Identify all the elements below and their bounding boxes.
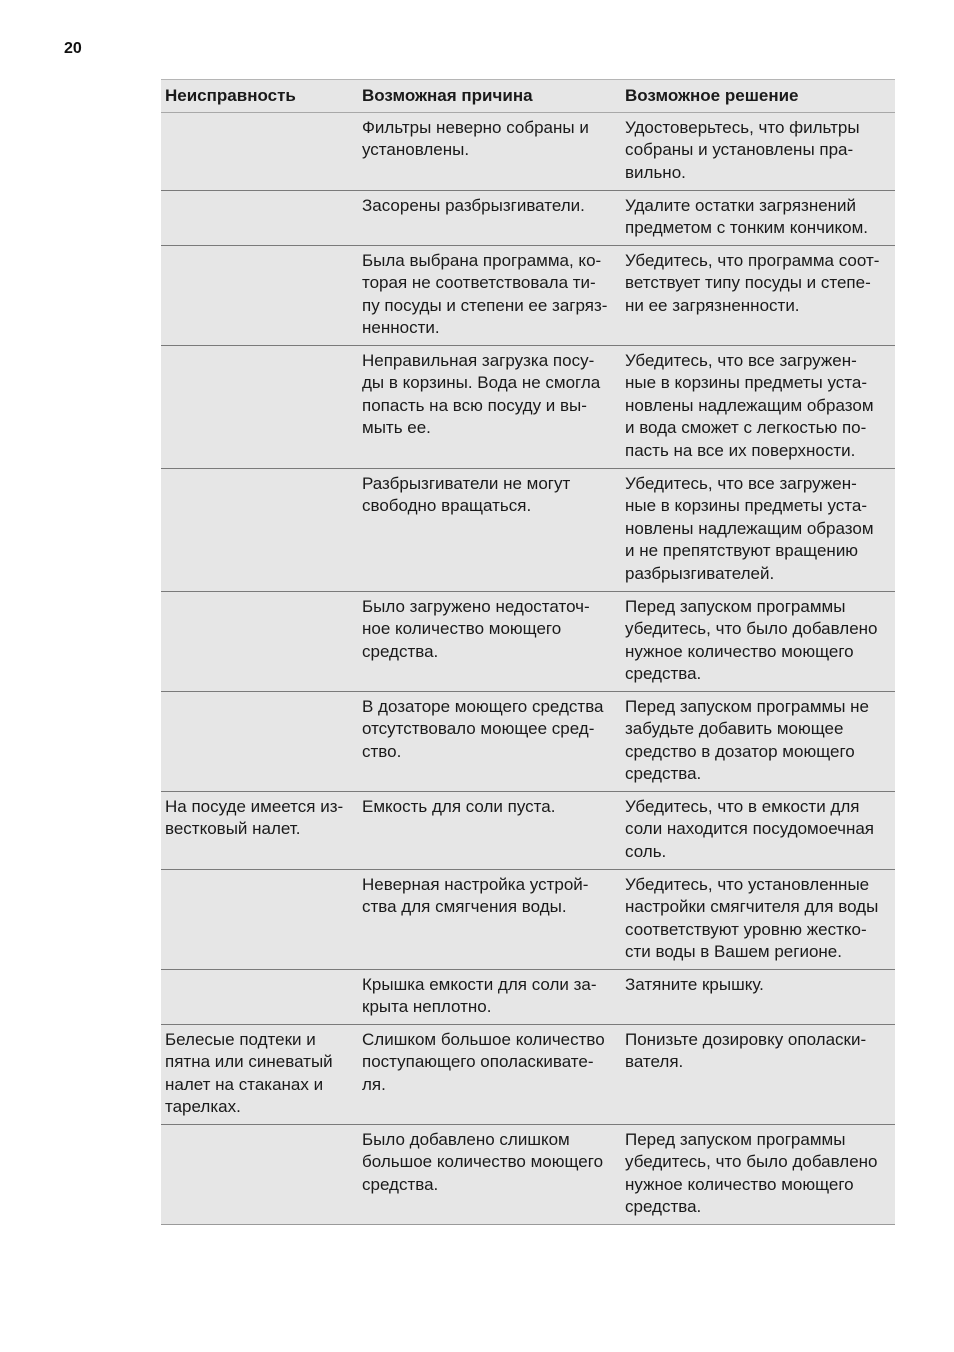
solution-cell: Удостоверьтесь, что фильтры собраны и установлены пра- вильно. — [625, 117, 860, 182]
problem-cell: На посуде имеется из- вестковый налет. — [165, 796, 344, 839]
cause-cell: Слишком большое количество поступающего ополаскивате- ля. — [362, 1029, 605, 1094]
problem-cell — [161, 870, 359, 969]
table-body — [161, 113, 895, 1225]
solution-cell: Перед запуском программы не забудьте добавить моющее средство в дозатор моющего средства. — [625, 696, 869, 784]
problem-cell — [161, 592, 359, 691]
solution-cell: Затяните крышку. — [625, 974, 764, 994]
header-solution: Возможное решение — [625, 86, 799, 105]
cause-cell: Фильтры неверно собраны и установлены. — [362, 117, 589, 160]
solution-cell: Убедитесь, что установленные настройки смягчителя для воды соответствуют уровню жестко- сти воды в Вашем регионе. — [625, 874, 879, 962]
table-row — [161, 469, 895, 592]
table-row — [161, 1025, 895, 1125]
solution-cell: Убедитесь, что программа соот- ветствует типу посуды и степе- ни ее загрязненности. — [625, 250, 880, 315]
table-row — [161, 246, 895, 346]
solution-cell: Убедитесь, что в емкости для соли находится посудомоечная соль. — [625, 796, 874, 861]
header-cause: Возможная причина — [362, 86, 533, 105]
solution-cell: Убедитесь, что все загружен- ные в корзины предметы уста- новлены надлежащим образом и вода сможет с легкостью по- пасть на все их поверхности. — [625, 350, 874, 460]
table-row — [161, 592, 895, 692]
troubleshooting-table — [161, 79, 895, 1225]
table-row — [161, 792, 895, 870]
problem-cell: Белесые подтеки и пятна или синеватый налет на стаканах и тарелках. — [165, 1029, 333, 1117]
cause-cell: В дозаторе моющего средства отсутствовало моющее сред- ство. — [362, 696, 604, 761]
cause-cell: Была выбрана программа, ко- торая не соответствовала ти- пу посуды и степени ее загряз- ненности. — [362, 250, 608, 338]
table-row — [161, 346, 895, 469]
problem-cell — [161, 692, 359, 791]
cause-cell: Было добавлено слишком большое количество моющего средства. — [362, 1129, 604, 1194]
table-row — [161, 191, 895, 246]
cause-cell: Емкость для соли пуста. — [362, 796, 556, 816]
solution-cell: Перед запуском программы убедитесь, что было добавлено нужное количество моющего средства. — [625, 1129, 878, 1217]
problem-cell — [161, 970, 359, 1024]
cause-cell: Было загружено недостаточ- ное количество моющего средства. — [362, 596, 590, 661]
cause-cell: Неверная настройка устрой- ства для смягчения воды. — [362, 874, 589, 917]
problem-cell — [161, 469, 359, 591]
header-problem: Неисправность — [165, 86, 296, 105]
solution-cell: Понизьте дозировку ополаски- вателя. — [625, 1029, 867, 1072]
table-row — [161, 970, 895, 1025]
solution-cell: Убедитесь, что все загружен- ные в корзины предметы уста- новлены надлежащим образом и не препятствуют вращению разбрызгивателей. — [625, 473, 874, 583]
problem-cell — [161, 113, 359, 190]
table-row — [161, 1125, 895, 1225]
problem-cell — [161, 191, 359, 245]
problem-cell — [161, 346, 359, 468]
solution-cell: Удалите остатки загрязнений предметом с тонким кончиком. — [625, 195, 869, 238]
cause-cell: Крышка емкости для соли за- крыта неплотно. — [362, 974, 597, 1017]
page-number: 20 — [64, 40, 82, 57]
problem-cell — [161, 1125, 359, 1224]
solution-cell: Перед запуском программы убедитесь, что было добавлено нужное количество моющего средства. — [625, 596, 878, 684]
table-row — [161, 692, 895, 792]
table-header — [161, 80, 895, 113]
cause-cell: Засорены разбрызгиватели. — [362, 195, 585, 215]
problem-cell — [161, 246, 359, 345]
table-row — [161, 870, 895, 970]
cause-cell: Разбрызгиватели не могут свободно вращаться. — [362, 473, 571, 516]
table-row — [161, 113, 895, 191]
cause-cell: Неправильная загрузка посу- ды в корзины. Вода не смогла попасть на всю посуду и вы- мыть ее. — [362, 350, 601, 438]
